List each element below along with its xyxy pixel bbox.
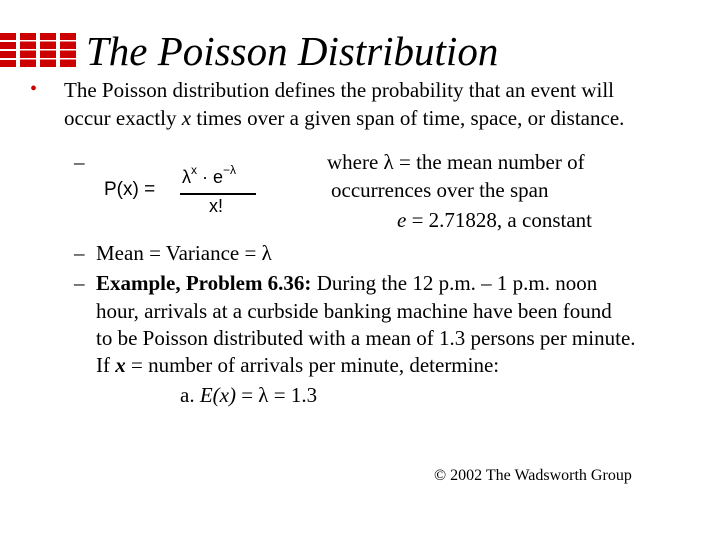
logo-bar-segment — [0, 42, 16, 49]
intro-line-2 — [64, 104, 714, 132]
definition-variable-e: e — [397, 208, 407, 232]
intro-line-2-text-a: occur exactly — [64, 106, 182, 130]
dash-icon: – — [74, 271, 85, 295]
dash-icon: – — [74, 150, 85, 174]
example-line-2: hour, arrivals at a curbside banking machine have been found — [96, 299, 612, 323]
copyright-notice: © 2002 The Wadsworth Group — [434, 467, 632, 484]
formula-dot-e: · e — [197, 167, 224, 187]
bullet-icon: • — [30, 78, 38, 100]
definition-line-1: where λ = the mean number of — [327, 150, 585, 174]
logo-bar-segment — [0, 60, 16, 67]
logo-bar-segment — [0, 33, 16, 40]
example-line-4 — [96, 351, 499, 379]
intro-line-2-text-b: times over a given span of time, space, or distance. — [191, 106, 625, 130]
part-a-result: = λ = 1.3 — [235, 383, 318, 407]
example-line-1 — [96, 269, 597, 297]
fraction-bar — [180, 193, 256, 195]
poisson-formula — [100, 165, 270, 225]
dash-icon: – — [74, 241, 85, 265]
definition-line-3 — [397, 206, 592, 234]
formula-exp-neg-lambda: −λ — [223, 163, 237, 177]
mean-variance-text: Mean = Variance = λ — [96, 241, 272, 265]
logo-bar-segment — [0, 51, 16, 58]
part-a-expression: E(x) — [199, 383, 236, 407]
example-line-3: to be Poisson distributed with a mean of 1.3 persons per minute. — [96, 326, 636, 350]
intro-paragraph — [64, 76, 714, 132]
formula-numerator — [182, 165, 236, 188]
intro-variable-x: x — [181, 106, 192, 130]
example-line-4-text-a: If — [96, 353, 116, 377]
part-a-prefix: a. — [180, 383, 200, 407]
definition-line-2: occurrences over the span — [331, 178, 549, 202]
slide-title: The Poisson Distribution — [86, 28, 499, 74]
formula-exp-x: x — [191, 163, 197, 177]
example-part-a — [180, 381, 317, 409]
example-line-1-rest: During the 12 p.m. – 1 p.m. noon — [311, 271, 598, 295]
logo-bars-icon — [0, 33, 78, 69]
formula-lhs: P(x) = — [104, 179, 156, 200]
example-line-4-text-b: = number of arrivals per minute, determine: — [125, 353, 500, 377]
definition-line-3-rest: = 2.71828, a constant — [406, 208, 592, 232]
formula-lambda: λ — [182, 167, 191, 187]
intro-line-1: The Poisson distribution defines the probability that an event will — [64, 78, 614, 102]
example-variable-x: x — [115, 353, 126, 377]
example-label: Example, Problem 6.36: — [96, 271, 312, 295]
formula-denominator: x! — [209, 196, 224, 216]
